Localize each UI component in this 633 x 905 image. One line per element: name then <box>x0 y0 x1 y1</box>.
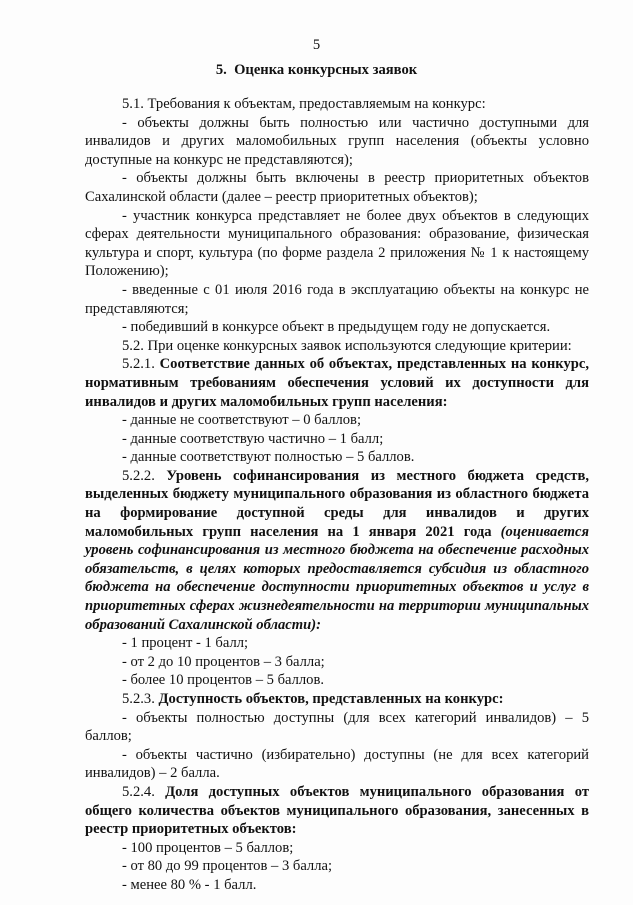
criterion-heading: Соответствие данных об объектах, представленных на конкурс, нормативным требованиям обеспечения условий их доступности для инвалидов и других маломобильных групп населения: <box>85 356 590 410</box>
criterion-5-2-4 <box>85 783 589 839</box>
criterion-5-2-3 <box>85 690 589 709</box>
score-item: - менее 80 % - 1 балл. <box>122 876 257 893</box>
score-item: - данные не соответствуют – 0 баллов; <box>122 412 362 429</box>
score-item: - данные соответствую частично – 1 балл; <box>122 430 384 447</box>
document-body <box>85 95 589 895</box>
criterion-number: 5.2.2. <box>122 467 167 484</box>
criterion-5-2-1 <box>85 355 589 411</box>
criterion-heading: Уровень софинансирования из местного бюджета средств, выделенных бюджету муниципального образования из областного бюджета на формирование доступной среды для инвалидов и других маломобильных групп населения на 1 января 2021 года <box>85 467 590 540</box>
requirement-item: - объекты должны быть включены в реестр приоритетных объектов Сахалинской области (далее – реестр приоритетных объектов); <box>85 170 589 205</box>
score-item: - 100 процентов – 5 баллов; <box>122 839 294 856</box>
score-item: - от 80 до 99 процентов – 3 балла; <box>122 858 333 875</box>
criterion-number: 5.2.4. <box>122 783 166 800</box>
score-item: - от 2 до 10 процентов – 3 балла; <box>122 653 325 670</box>
criterion-heading: Доступность объектов, представленных на конкурс: <box>158 691 504 707</box>
requirement-item: - победивший в конкурсе объект в предыдущем году не допускается. <box>122 319 551 336</box>
criterion-5-2-2 <box>85 467 589 634</box>
requirement-item: - введенные с 01 июля 2016 года в эксплуатацию объекты на конкурс не представляются; <box>85 281 589 317</box>
paragraph-5-2: 5.2. При оценке конкурсных заявок используются следующие критерии: <box>122 337 572 354</box>
section-title: 5. Оценка конкурсных заявок <box>215 62 418 78</box>
criterion-number: 5.2.1. <box>122 356 160 373</box>
criterion-heading: Доля доступных объектов муниципального образования от общего количества объектов муниципального образования, занесенных в реестр приоритетных объектов: <box>85 783 589 838</box>
score-item: - объекты частично (избирательно) доступны (не для всех категорий инвалидов) – 2 балла. <box>85 746 589 782</box>
score-item: - данные соответствуют полностью – 5 баллов. <box>122 449 415 466</box>
requirement-item: - участник конкурса представляет не более двух объектов в следующих сферах деятельности муниципального образования: образование, физическая культура и спорт, культура (по форме раздела 2 приложения № 1 к настоящему Положению); <box>85 207 589 280</box>
paragraph-5-1: 5.1. Требования к объектам, предоставляемым на конкурс: <box>122 96 486 112</box>
requirement-item: - объекты должны быть полностью или частично доступными для инвалидов и других маломобильных групп населения (объекты условно доступные на конкурс не представляются); <box>85 114 589 168</box>
score-item: - объекты полностью доступны (для всех категорий инвалидов) – 5 баллов; <box>85 709 589 745</box>
criterion-number: 5.2.3. <box>122 691 159 707</box>
page-number: 5 <box>312 37 321 53</box>
score-item: - 1 процент - 1 балл; <box>122 635 249 652</box>
score-item: - более 10 процентов – 5 баллов. <box>122 672 325 689</box>
criterion-note: (оценивается уровень софинансирования из местного бюджета на обеспечение расходных обязательств, в целях которых предоставляется субсидия из областного бюджета на обеспечение доступности приоритетных объектов и услуг в приоритетных сферах жизнедеятельности на территории муниципальных образований Сахалинской области): <box>85 523 589 633</box>
